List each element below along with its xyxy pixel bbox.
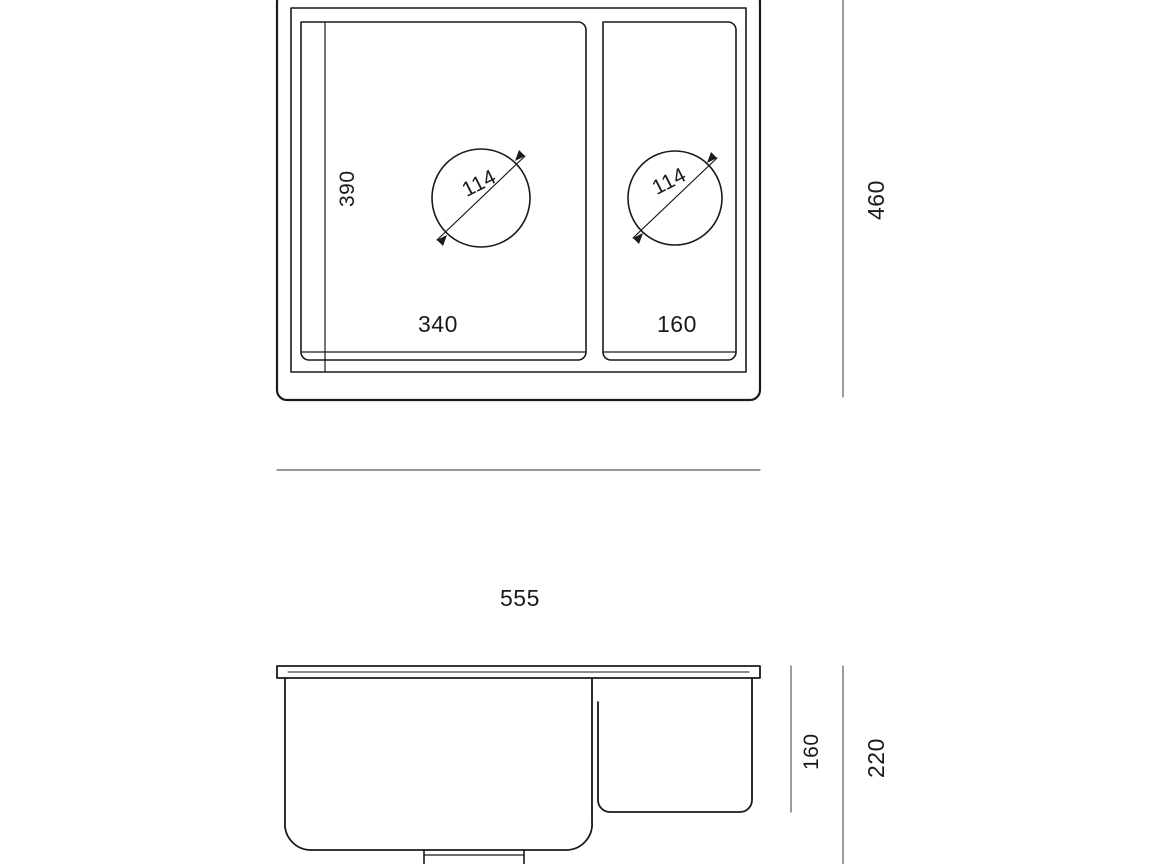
second-bowl-width-label: 160 xyxy=(657,311,697,337)
small-bowl-height-label: 160 xyxy=(800,733,823,770)
overall-width-label: 555 xyxy=(500,585,540,611)
overall-height-label: 220 xyxy=(863,738,889,778)
second-waste-arrow-end xyxy=(707,152,717,163)
main-bowl-width-label: 340 xyxy=(418,311,458,337)
main-waste-diameter-label: 114 xyxy=(458,165,501,202)
main-waste-arrow-end xyxy=(515,150,525,161)
overall-depth-label: 460 xyxy=(863,180,889,220)
section-main-bowl xyxy=(285,678,592,850)
second-waste-arrow-start xyxy=(633,233,643,244)
second-waste-diameter-label: 114 xyxy=(648,163,691,200)
inner-depth-label: 390 xyxy=(336,170,359,207)
section-waste-stub xyxy=(424,850,524,864)
section-second-bowl xyxy=(598,678,752,812)
main-waste-arrow-start xyxy=(437,235,447,246)
